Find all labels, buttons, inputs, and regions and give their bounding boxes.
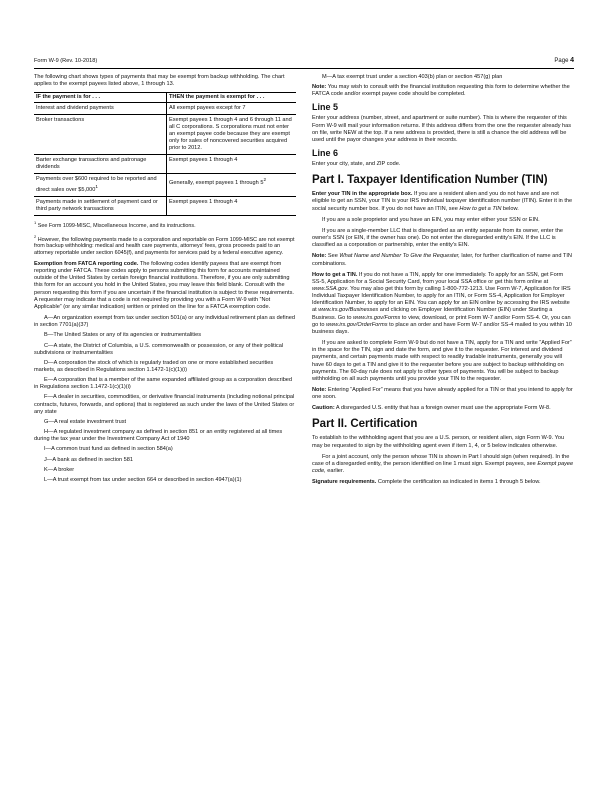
- table-cell: [34, 174, 167, 197]
- line6-text: Enter your city, state, and ZIP code.: [312, 161, 401, 168]
- tin-paragraph: [312, 191, 574, 212]
- left-column: [34, 74, 296, 487]
- code-letter: J—: [44, 456, 53, 463]
- sigreq-lead: Signature requirements.: [312, 479, 377, 486]
- table-row: [34, 155, 296, 174]
- fatca-body: The following codes identify payees that are exempt from reporting under FATCA. These codes apply to persons submitting this form for accounts maintained outside of the United States by certain foreign financial institutions. Therefore, if you are only submitting this form for an account you hold in the United States, you may leave this field blank. Consult with the person requesting this form if you are uncertain if the financial institution is subject to these requirements. A requester may indicate that a code is not required by providing you with a Form W-9 with “Not Applicable” (or any similar indication) written or printed on the line for a FATCA exemption code.: [34, 260, 294, 310]
- code-text: The United States or any of its agencies or instrumentalities: [53, 332, 202, 339]
- irs-forms-link[interactable]: www.irs.gov/Forms: [353, 314, 401, 321]
- tin-lead: Enter your TIN in the appropriate box.: [312, 191, 413, 198]
- code-letter: E—: [44, 377, 54, 384]
- note-text: Entering “Applied For” means that you have already applied for a TIN or that you intend to apply for one soon.: [312, 387, 573, 401]
- list-item: [34, 457, 296, 464]
- fatca-heading: Exemption from FATCA reporting code.: [34, 260, 139, 267]
- list-item: [34, 429, 296, 443]
- note-label: Note:: [312, 387, 327, 393]
- list-item: [34, 477, 296, 484]
- fatca-paragraph: [34, 261, 296, 311]
- note-text-b: later, for further clarification of name and TIN combinations.: [312, 253, 572, 267]
- line6-heading: Line 6: [312, 148, 339, 159]
- code-text: A corporation that is a member of the same expanded affiliated group as a corporation described in Regulations section 1.1472-1(c)(1)(i): [34, 377, 293, 391]
- note-ref: What Name and Number To Give the Requester,: [339, 253, 460, 260]
- part1-heading: Part I. Taxpayer Identification Number (TIN): [312, 174, 548, 187]
- caution-text: A disregarded U.S. entity that has a foreign owner must use the appropriate Form W-8.: [334, 405, 551, 412]
- list-item: [34, 360, 296, 374]
- note-text: You may wish to consult with the financial institution requesting this form to determine whether the FATCA code and/or exempt payee code should be completed.: [312, 84, 570, 98]
- line5-text: Enter your address (number, street, and apartment or suite number). This is where the requester of this Form W-9 will mail your information returns. If this address differs from the one the requester already has on file, write NEW at the top. If a new address is provided, there is still a chance the old address will be used until the payor changes your address in their records.: [312, 115, 572, 143]
- code-letter: F—: [44, 394, 54, 401]
- code-text: A real estate investment trust: [53, 418, 127, 425]
- code-text: A dealer in securities, commodities, or derivative financial instruments (including notional principal contracts, futures, forwards, and options) that is registered as such under the laws of the United States or any state: [34, 394, 295, 415]
- table-cell: Interest and dividend payments: [34, 103, 167, 115]
- chart-intro: The following chart shows types of payments that may be exempt from backup withholding. The chart applies to the exempt payees listed above, 1 through 13.: [34, 74, 285, 88]
- list-item: [34, 377, 296, 391]
- table-cell: Payments made in settlement of payment card or third party network transactions: [34, 197, 167, 216]
- list-item: [34, 419, 296, 426]
- table-cell: [167, 174, 297, 197]
- footnote-1-text: See Form 1099-MISC, Miscellaneous Income, and its instructions.: [37, 222, 196, 229]
- table-cell-text: Payments over $600 required to be reported and direct sales over $5,000: [36, 176, 157, 194]
- caution-paragraph: [312, 405, 574, 412]
- line5-heading: Line 5: [312, 102, 339, 113]
- fatca-code-list: [34, 315, 296, 484]
- code-text: A regulated investment company as defined in section 851 or an entity registered at all times during the tax year under the Investment Company Act of 1940: [34, 429, 283, 443]
- how-to-text-d: to view, download, or print Form W-7 and/or Form SS-4. Or, you can go to: [312, 314, 571, 328]
- tin-text-b: below.: [501, 205, 519, 212]
- code-text: A common trust fund as defined in section 584(a): [51, 446, 173, 453]
- code-text: A corporation the stock of which is regularly traded on one or more established securities markets, as described in Regulations section 1.1472-1(c)(1)(i): [34, 359, 274, 373]
- list-item: [34, 446, 296, 453]
- code-text: A broker: [53, 466, 75, 473]
- code-text: A tax exempt trust under a section 403(b) plan or section 457(g) plan: [332, 74, 503, 80]
- part2-heading: Part II. Certification: [312, 418, 418, 431]
- sole-proprietor-paragraph: If you are a sole proprietor and you have an EIN, you may enter either your SSN or EIN.: [322, 216, 540, 223]
- applied-for-paragraph: If you are asked to complete Form W-9 but do not have a TIN, apply for a TIN and write “Applied For” in the space for the TIN, sign and date the form, and give it to the requester. For interest and dividend payments, and certain payments made with respect to readily tradable instruments, generally you will have 60 days to get a TIN and give it to the requester before you are subject to backup withholding on payments. The 60-day rule does not apply to other types of payments. You will be subject to backup withholding on all such payments until you provide your TIN to the requester.: [312, 340, 572, 382]
- table-cell: Exempt payees 1 through 4: [167, 155, 297, 174]
- joint-account-paragraph: [312, 454, 574, 475]
- list-item: [34, 332, 296, 339]
- code-letter: C—: [44, 342, 54, 349]
- how-to-text-c: and clicking on Employer Identification Number (EIN) under Starting a Business. Go to: [312, 307, 553, 321]
- table-cell-text: Generally, exempt payees 1 through 5: [169, 180, 264, 187]
- list-item: [34, 394, 296, 415]
- joint-text-b: earlier.: [325, 468, 345, 475]
- footnote-ref-2: 2: [263, 177, 267, 183]
- code-letter: B—: [44, 332, 54, 339]
- footnote-2-text: However, the following payments made to a corporation and reportable on Form 1099-MISC are not exempt from backup withholding: medical and health care payments, attorneys' fees, gross proceeds paid to an attorney reportable under section 6045(f), and payments for services paid by a federal executive agency.: [34, 236, 295, 257]
- list-item: [34, 343, 296, 357]
- caution-label: Caution:: [312, 405, 335, 412]
- table-cell: Exempt payees 1 through 4 and 6 through 11 and all C corporations. S corporations must not enter an exempt payee code because they are exempt only for sales of noncovered securities acquired prior to 2012.: [167, 115, 297, 155]
- table-cell: Broker transactions: [34, 115, 167, 155]
- how-to-lead: How to get a TIN.: [312, 271, 358, 278]
- irs-businesses-link[interactable]: www.irs.gov/Businesses: [318, 307, 379, 314]
- list-item: [312, 74, 574, 81]
- table-header-then: THEN the payment is exempt for . . .: [167, 93, 297, 103]
- code-text: A trust exempt from tax under section 664 or described in section 4947(a)(1): [52, 476, 242, 483]
- code-text: An organization exempt from tax under section 501(a) or any individual retirement plan as defined in section 7701(a)(37): [34, 315, 295, 329]
- note-label: Note:: [312, 253, 327, 260]
- footnote-marker-2: 2: [34, 233, 37, 239]
- page-prefix: Page: [554, 58, 571, 64]
- page-indicator: [554, 57, 574, 64]
- form-label: Form W-9 (Rev. 10-2018): [34, 58, 98, 64]
- certification-paragraph: To establish to the withholding agent that you are a U.S. person, or resident alien, sign Form W-9. You may be requested to sign by the withholding agent even if item 1, 4, or 5 below indicates otherwise.: [312, 435, 565, 449]
- note-name-number: [312, 253, 574, 267]
- right-column: [312, 74, 574, 490]
- code-text: A bank as defined in section 581: [52, 456, 133, 463]
- code-letter: M—: [322, 74, 333, 80]
- table-header-if: IF the payment is for . . .: [34, 93, 167, 103]
- tin-link-text: How to get a TIN: [459, 205, 502, 212]
- list-item: [34, 467, 296, 474]
- code-letter: L—: [44, 476, 53, 483]
- footnote-2: [34, 234, 296, 257]
- code-letter: I—: [44, 446, 52, 453]
- table-cell: Exempt payees 1 through 4: [167, 197, 297, 216]
- llc-paragraph: If you are a single-member LLC that is disregarded as an entity separate from its owner, enter the owner's SSN (or EIN, if the owner has one). Do not enter the disregarded entity's EIN. If the LLC is classified as a corporation or partnership, enter the entity's EIN.: [312, 227, 563, 249]
- table-header-row: [34, 93, 296, 103]
- how-to-text-b: . You may also get this form by calling 1-800-772-1213. Use Form W-7, Application for IRS Individual Taxpayer Identification Number, to apply for an ITIN, or Form SS-4, Application for Employer Identification Number, to apply for an EIN. You can apply for an EIN online by accessing the IRS website at: [312, 285, 571, 314]
- sigreq-text: Complete the certification as indicated in items 1 through 5 below.: [376, 479, 541, 486]
- table-row: [34, 197, 296, 216]
- signature-requirements-paragraph: [312, 479, 574, 486]
- code-letter: K—: [44, 466, 54, 473]
- list-item: [34, 315, 296, 329]
- how-to-get-tin-paragraph: [312, 272, 574, 336]
- how-to-text-e: to place an order and have Form W-7 and/or SS-4 mailed to you within 10 business days.: [312, 321, 572, 335]
- page-header: [34, 56, 574, 69]
- code-letter: H—: [44, 429, 54, 436]
- how-to-text-a: If you do not have a TIN, apply for one immediately. To apply for an SSN, get Form SS-5, Application for a Social Security Card, from your local SSA office or get this form online at: [312, 271, 564, 285]
- code-letter: G—: [44, 418, 54, 425]
- exempt-payments-table: [34, 92, 296, 216]
- table-row: [34, 103, 296, 115]
- table-cell: All exempt payees except for 7: [167, 103, 297, 115]
- table-row: [34, 115, 296, 155]
- table-row: [34, 174, 296, 197]
- page-number: 4: [570, 57, 574, 64]
- note-fatca: [312, 84, 574, 98]
- note-text-a: See: [326, 253, 340, 260]
- table-cell: Barter exchange transactions and patronage dividends: [34, 155, 167, 174]
- joint-ref: Exempt payee code,: [312, 460, 574, 475]
- code-letter: A—: [44, 315, 54, 322]
- footnote-1: [34, 220, 296, 230]
- joint-text-a: For a joint account, only the person whose TIN is shown in Part I should sign (when required). In the case of a disregarded entity, the person identified on line 1 must sign. Exempt payees, see: [312, 453, 570, 467]
- code-text: A state, the District of Columbia, a U.S. commonwealth or possession, or any of their political subdivisions or instrumentalities: [34, 342, 284, 356]
- note-label: Note:: [312, 84, 327, 91]
- tin-text-a: If you are a resident alien and you do not have and are not eligible to get an SSN, your TIN is your IRS individual taxpayer identification number (ITIN). Enter it in the social security number box. If you do not have an ITIN, see: [312, 191, 573, 212]
- code-letter: D—: [44, 359, 54, 366]
- note-applied-for: [312, 387, 574, 401]
- irs-orderforms-link[interactable]: www.irs.gov/OrderForms: [326, 321, 388, 328]
- footnote-marker-1: 1: [34, 220, 37, 226]
- footnote-ref-1: 1: [95, 184, 98, 190]
- ssa-link[interactable]: www.SSA.gov: [312, 285, 348, 292]
